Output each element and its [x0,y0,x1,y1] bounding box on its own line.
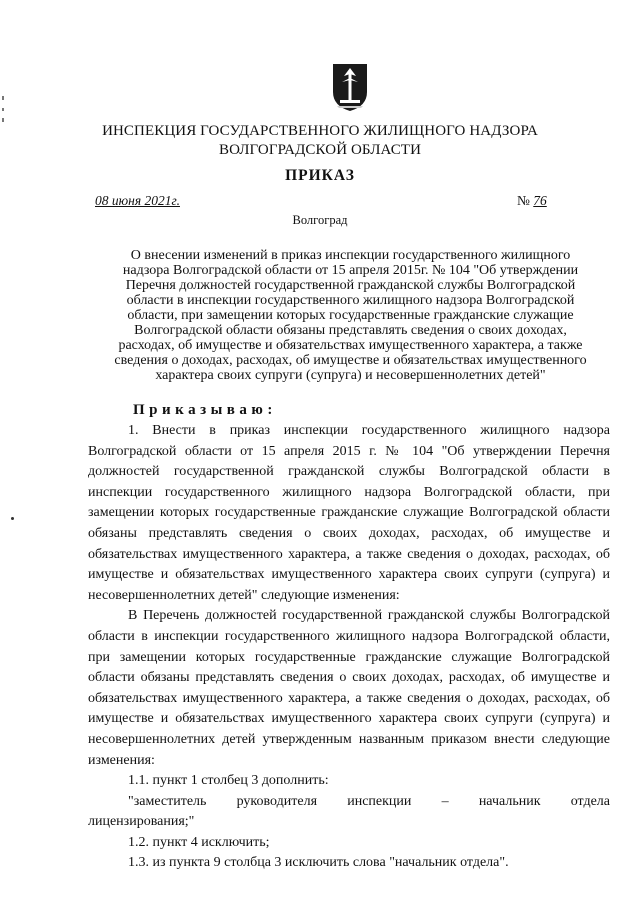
item-1-2: 1.2. пункт 4 исключить; [128,834,270,850]
order-word: Приказываю: [133,402,277,418]
scan-artifact [2,96,4,100]
subject-line: сведения о доходах, расходах, об имуществе и обязательствах имущественного [114,353,587,368]
document-type: ПРИКАЗ [285,167,355,184]
document-number [517,193,547,209]
subject-line: О внесении изменений в приказ инспекции государственного жилищного [130,248,571,263]
paragraph-2: В Перечень должностей государственной гражданской службы Волгоградской области в инспекции государственного жилищного надзора Волгоградской области, при замещении которых государственные гражданские служащие Волгоградской области обязаны представлять сведения о своих доходах, расходах, об имуществе и обязательствах имущественного характера, а также сведения о доходах, расходах, об имуществе и обязательствах имущественного характера своих супруги (супруга) и несовершеннолетних детей утвержденным названным приказом внести следующие изменения: [88,608,610,768]
item-1-1: 1.1. пункт 1 столбец 3 дополнить: [128,773,329,789]
document-number-value: 76 [533,193,547,208]
scan-dot [11,517,14,520]
item-1-3: 1.3. из пункта 9 столбца 3 исключить слова "начальник отдела". [128,855,509,871]
quote-line-1: "заместитель руководителя инспекции – начальник отдела [128,793,610,809]
subject-line: области в инспекции государственного жилищного надзора Волгоградской [126,293,575,308]
paragraph-1: 1. Внести в приказ инспекции государственного жилищного надзора Волгоградской области от 15 апреля 2015 г. № 104 "Об утверждении Перечня должностей государственной гражданской службы Волгоградской области в инспекции государственного жилищного надзора Волгоградской области, при замещении которых государственные гражданские служащие Волгоградской области обязаны представлять сведения о своих доходах, расходах, об имуществе и обязательствах имущественного характера, а также сведения о доходах, расходах, об имуществе и обязательствах имущественного характера своих супруги (супруга) и несовершеннолетних детей" следующие изменения: [88,423,610,603]
subject-line: Перечня должностей государственной гражданской службы Волгоградской [125,278,576,293]
scan-artifact [2,108,4,111]
document-city: Волгоград [292,213,348,227]
subject-line: расходах, об имуществе и обязательствах имущественного характера, а также [118,338,583,353]
document-subject [88,248,613,383]
organization-title-line: ИНСПЕКЦИЯ ГОСУДАРСТВЕННОГО ЖИЛИЩНОГО НАДЗОРА [102,123,538,139]
organization-title-line: ВОЛГОГРАДСКОЙ ОБЛАСТИ [218,142,422,158]
scan-artifact [2,118,4,122]
volgograd-coat-of-arms-icon [331,62,369,112]
document-date: 08 июня 2021г. [95,193,180,208]
subject-line: надзора Волгоградской области от 15 апреля 2015г. № 104 "Об утверждении [122,263,579,278]
subject-line: характера своих супруги (супруга) и несовершеннолетних детей" [155,368,546,383]
document-body [88,421,610,874]
subject-line: области, при замещении которых государственные гражданские служащие [127,308,574,323]
organization-title [80,122,560,160]
subject-line: Волгоградской области обязаны представлять сведения о своих доходах, [134,323,567,338]
quote-line-2: лицензирования;" [88,814,195,830]
document-number-prefix: № [517,193,534,208]
